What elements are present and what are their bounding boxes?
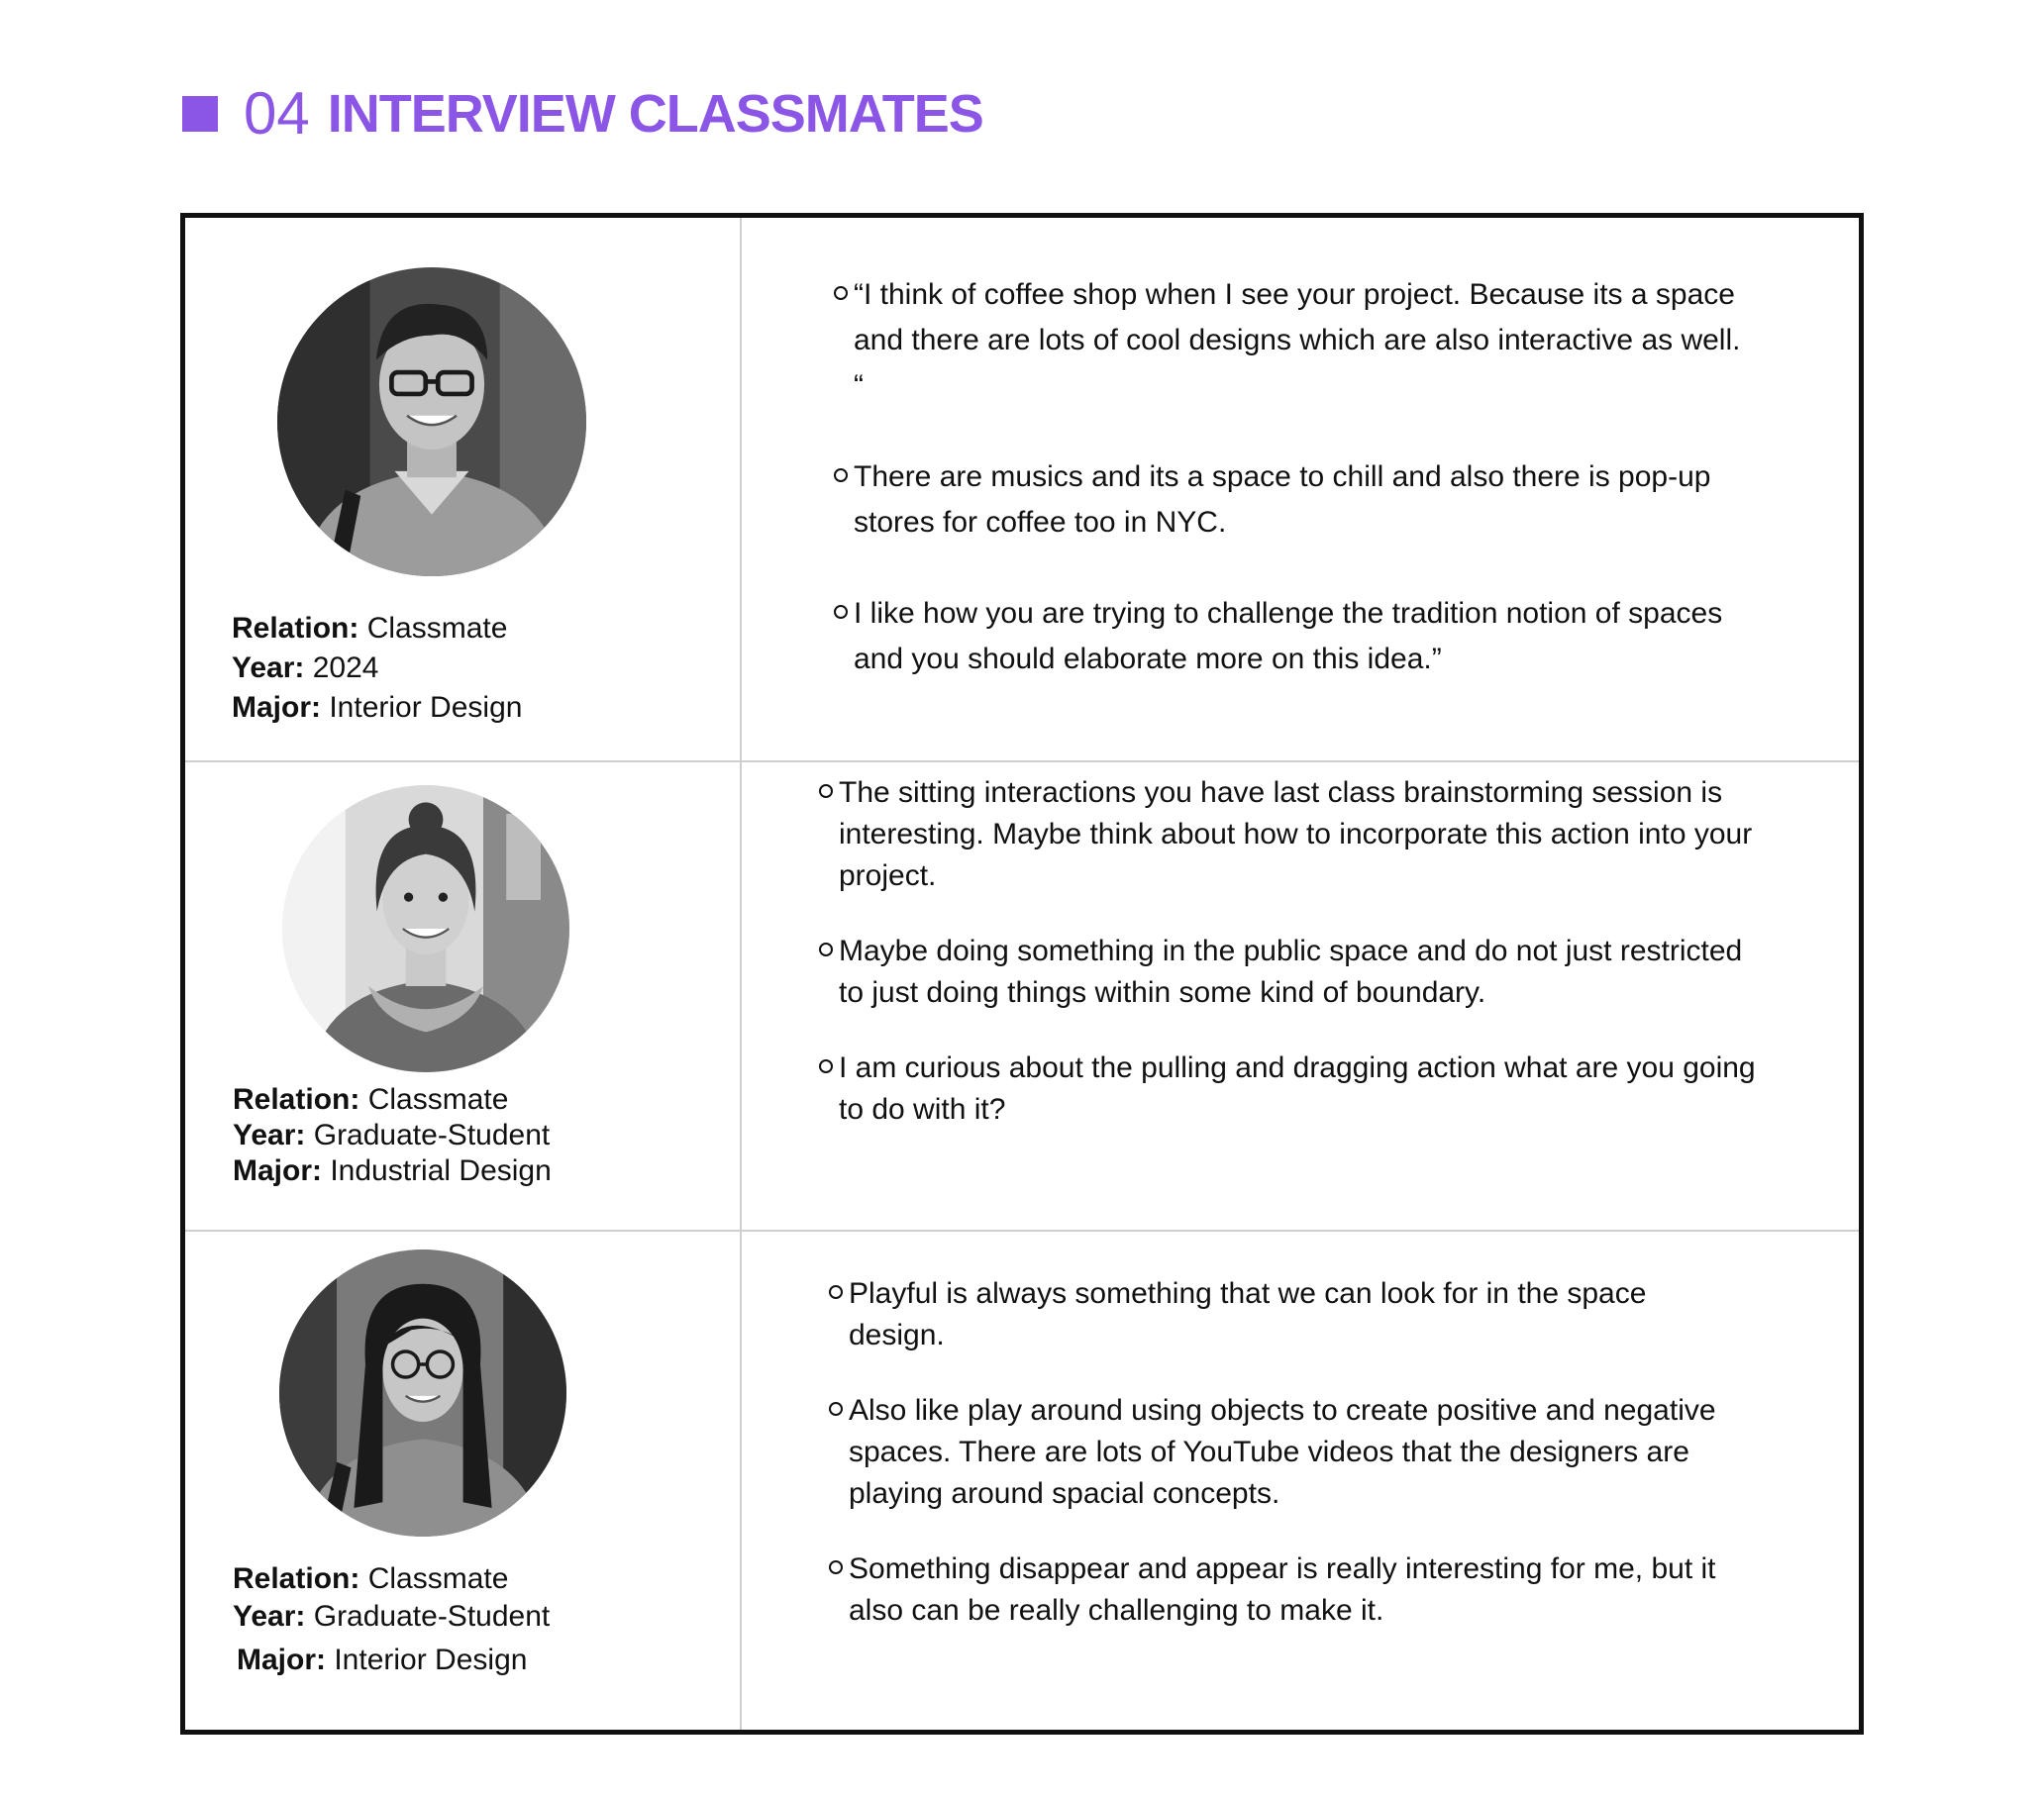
circle-bullet-icon [834, 286, 848, 300]
quote-item [834, 591, 1755, 682]
relation-label: Relation: [233, 1083, 360, 1116]
quote-text: The sitting interactions you have last class brainstorming session is interesting. Maybe think about how to incorporate this action into your project. [839, 776, 1753, 892]
interviewee-info-1 [232, 609, 522, 728]
relation-label: Relation: [232, 612, 359, 645]
quote-item [819, 931, 1770, 1014]
section-number: 04 [244, 80, 310, 147]
quote-item [829, 1548, 1740, 1632]
quote-item [834, 272, 1755, 409]
interviewee-info-2 [233, 1082, 552, 1189]
quotes-list-3 [829, 1273, 1740, 1632]
circle-bullet-icon [819, 1059, 833, 1073]
relation-line [233, 1560, 550, 1598]
circle-bullet-icon [829, 1402, 843, 1416]
circle-bullet-icon [834, 468, 848, 482]
relation-line [232, 609, 522, 649]
year-label: Year: [232, 651, 305, 684]
circle-bullet-icon [829, 1560, 843, 1574]
person-photo-icon [279, 1249, 566, 1537]
relation-value: Classmate [366, 612, 508, 645]
circle-bullet-icon [829, 1285, 843, 1299]
circle-bullet-icon [834, 605, 848, 619]
relation-label: Relation: [233, 1562, 360, 1595]
major-value: Interior Design [334, 1644, 528, 1676]
quotes-list-2 [819, 772, 1770, 1131]
year-label: Year: [233, 1119, 306, 1151]
section-title: INTERVIEW CLASSMATES [327, 84, 983, 144]
avatar-male-portrait [277, 267, 586, 576]
interviewee-info-3 [233, 1560, 550, 1679]
person-photo-icon [277, 267, 586, 576]
avatar-female-glasses-portrait [279, 1249, 566, 1537]
year-line [233, 1118, 552, 1153]
quote-item [829, 1273, 1740, 1356]
quote-text: There are musics and its a space to chill and also there is pop-up stores for coffee too in NYC. [854, 460, 1711, 539]
quotes-list-1 [834, 272, 1755, 682]
year-value: Graduate-Student [313, 1600, 551, 1633]
relation-line [233, 1082, 552, 1118]
major-line [233, 1153, 552, 1189]
year-line [232, 649, 522, 688]
year-value: Graduate-Student [313, 1119, 551, 1151]
major-label: Major: [232, 691, 321, 724]
quote-text: “I think of coffee shop when I see your project. Because its a space and there are lots of cool designs which are also interactive as well. “ [854, 278, 1741, 402]
quote-text: I am curious about the pulling and dragging action what are you going to do with it? [839, 1051, 1756, 1126]
quote-item [829, 1390, 1740, 1515]
quote-text: I like how you are trying to challenge the tradition notion of spaces and you should elaborate more on this idea.” [854, 597, 1723, 675]
year-line [233, 1598, 550, 1636]
quote-text: Something disappear and appear is really interesting for me, but it also can be really challenging to make it. [849, 1552, 1716, 1627]
year-label: Year: [233, 1600, 306, 1633]
person-photo-icon [282, 785, 569, 1072]
circle-bullet-icon [819, 943, 833, 956]
interview-row-3 [185, 1232, 1859, 1730]
quote-item [819, 772, 1770, 897]
major-line [233, 1642, 550, 1679]
interview-row-1 [185, 218, 1859, 760]
major-value: Industrial Design [330, 1154, 552, 1187]
major-value: Interior Design [329, 691, 523, 724]
quote-item [834, 454, 1755, 546]
year-value: 2024 [312, 651, 379, 684]
section-header [182, 79, 983, 149]
quote-text: Playful is always something that we can look for in the space design. [849, 1277, 1647, 1351]
major-line [232, 688, 522, 728]
quote-text: Also like play around using objects to create positive and negative spaces. There are lots of YouTube videos that the designers are playing around spacial concepts. [849, 1394, 1716, 1510]
quote-item [819, 1048, 1770, 1131]
circle-bullet-icon [819, 784, 833, 798]
section-square-icon [182, 96, 218, 132]
major-label: Major: [237, 1644, 326, 1676]
avatar-female-portrait [282, 785, 569, 1072]
quote-text: Maybe doing something in the public space and do not just restricted to just doing things within some kind of boundary. [839, 935, 1743, 1009]
major-label: Major: [233, 1154, 322, 1187]
interview-table [180, 213, 1864, 1735]
relation-value: Classmate [367, 1083, 509, 1116]
interview-row-2 [185, 762, 1859, 1230]
relation-value: Classmate [367, 1562, 509, 1595]
